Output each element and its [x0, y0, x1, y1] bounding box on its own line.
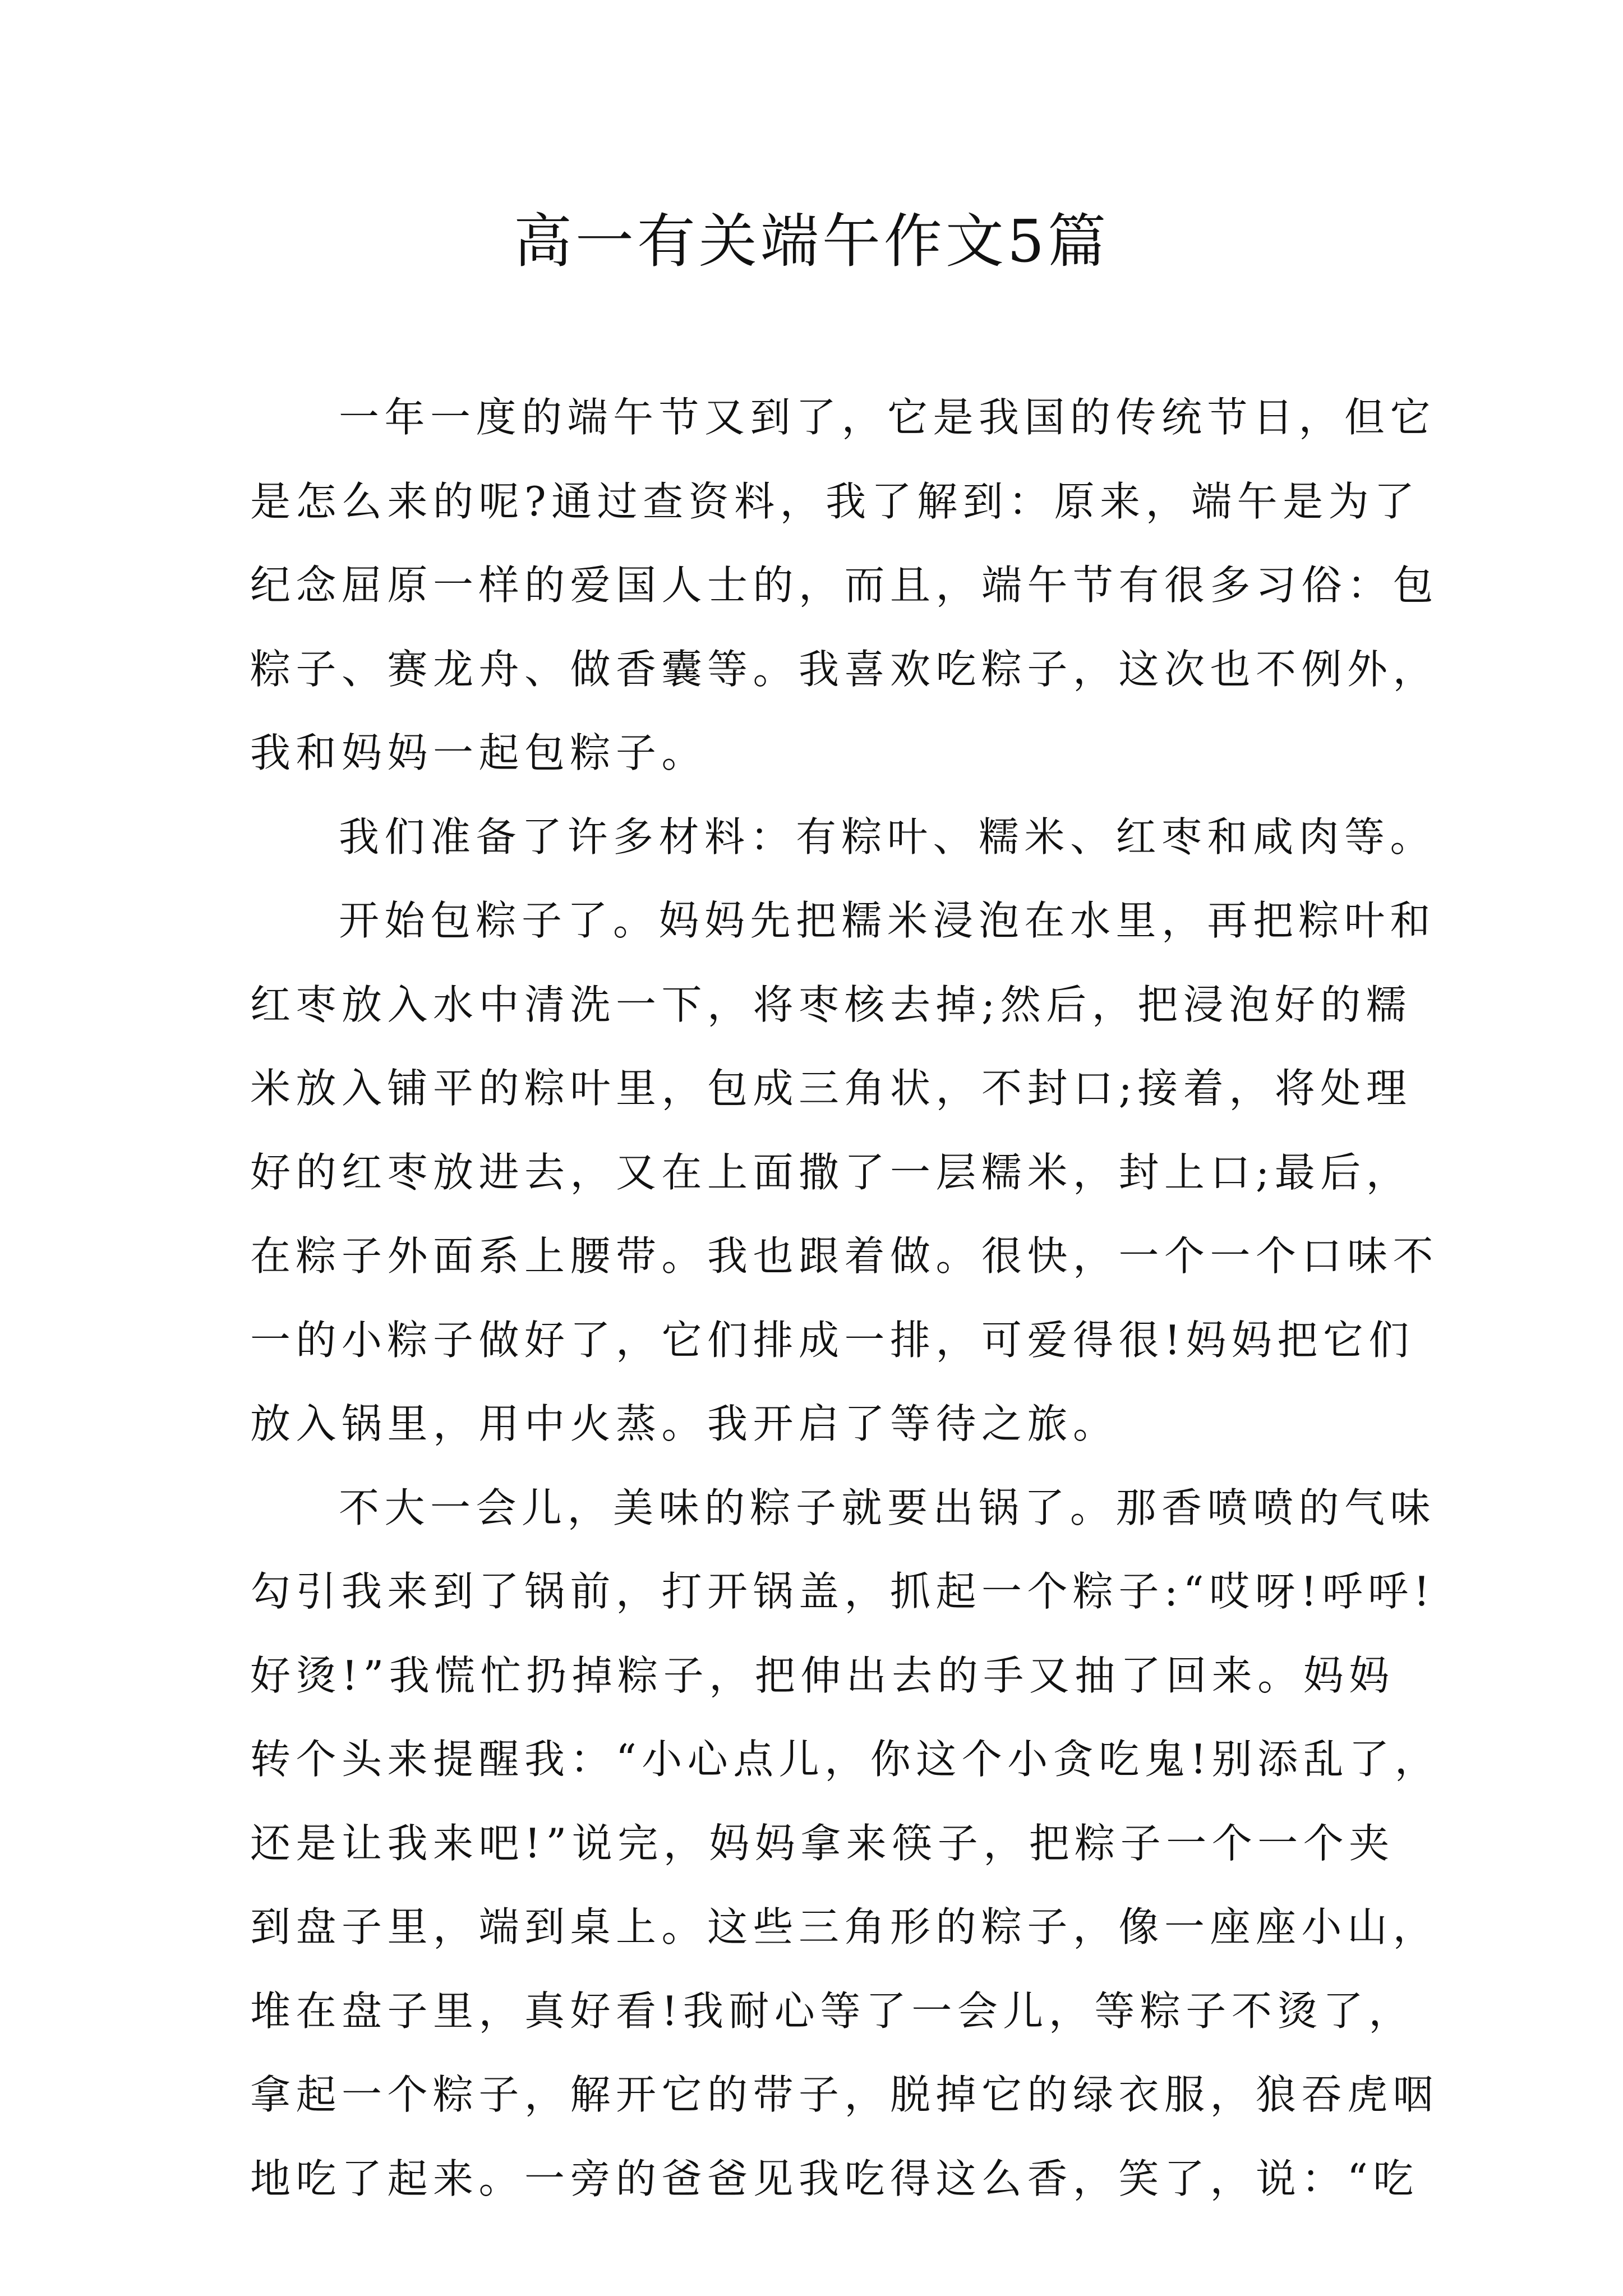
paragraph-4-line-9: 地吃了起来。一旁的爸爸见我吃得这么香，笑了，说：“吃 [250, 2155, 1419, 2202]
document-title: 高一有关端午作文5篇 [513, 207, 1110, 275]
paragraph-3-line-4: 好的红枣放进去，又在上面撒了一层糯米，封上口;最后， [250, 1148, 1412, 1196]
paragraph-4-line-7: 堆在盘子里，真好看!我耐心等了一会儿，等粽子不烫了， [250, 1987, 1414, 2035]
paragraph-4-line-1: 不大一会儿，美味的粽子就要出锅了。那香喷喷的气味 [339, 1484, 1436, 1531]
paragraph-4-line-2: 勾引我来到了锅前，打开锅盖，抓起一个粽子:“哎呀!呼呼! [250, 1568, 1435, 1615]
paragraph-3-line-5: 在粽子外面系上腰带。我也跟着做。很快，一个一个口味不 [250, 1232, 1439, 1280]
paragraph-4-line-6: 到盘子里，端到桌上。这些三角形的粽子，像一座座小山， [250, 1903, 1439, 1950]
paragraph-1-line-2: 是怎么来的呢?通过查资料，我了解到：原来，端午是为了 [250, 477, 1420, 525]
paragraph-2-line-1: 我们准备了许多材料：有粽叶、糯米、红枣和咸肉等。 [339, 813, 1436, 861]
paragraph-4-line-5: 还是让我来吧!”说完，妈妈拿来筷子，把粽子一个一个夹 [250, 1819, 1395, 1867]
paragraph-3-line-2: 红枣放入水中清洗一下，将枣核去掉;然后，把浸泡好的糯 [250, 981, 1412, 1028]
document-body [250, 376, 1441, 2221]
paragraph-3-line-6: 一的小粽子做好了，它们排成一排，可爱得很!妈妈把它们 [250, 1316, 1414, 1364]
paragraph-1-line-1: 一年一度的端午节又到了，它是我国的传统节日，但它 [339, 394, 1436, 441]
paragraph-3-line-7: 放入锅里，用中火蒸。我开启了等待之旅。 [250, 1400, 1119, 1447]
paragraph-4-line-8: 拿起一个粽子，解开它的带子，脱掉它的绿衣服，狼吞虎咽 [250, 2071, 1439, 2118]
paragraph-4-line-3: 好烫!”我慌忙扔掉粽子，把伸出去的手又抽了回来。妈妈 [250, 1651, 1395, 1699]
paragraph-3-line-3: 米放入铺平的粽叶里，包成三角状，不封口;接着，将处理 [250, 1065, 1412, 1112]
paragraph-1-line-5: 我和妈妈一起包粽子。 [250, 729, 708, 776]
paragraph-4-line-4: 转个头来提醒我：“小心点儿，你这个小贪吃鬼!别添乱了， [250, 1736, 1441, 1783]
paragraph-3-line-1: 开始包粽子了。妈妈先把糯米浸泡在水里，再把粽叶和 [339, 897, 1436, 944]
paragraph-1-line-3: 纪念屈原一样的爱国人士的，而且，端午节有很多习俗：包 [250, 562, 1439, 609]
paragraph-1-line-4: 粽子、赛龙舟、做香囊等。我喜欢吃粽子，这次也不例外， [250, 645, 1439, 693]
